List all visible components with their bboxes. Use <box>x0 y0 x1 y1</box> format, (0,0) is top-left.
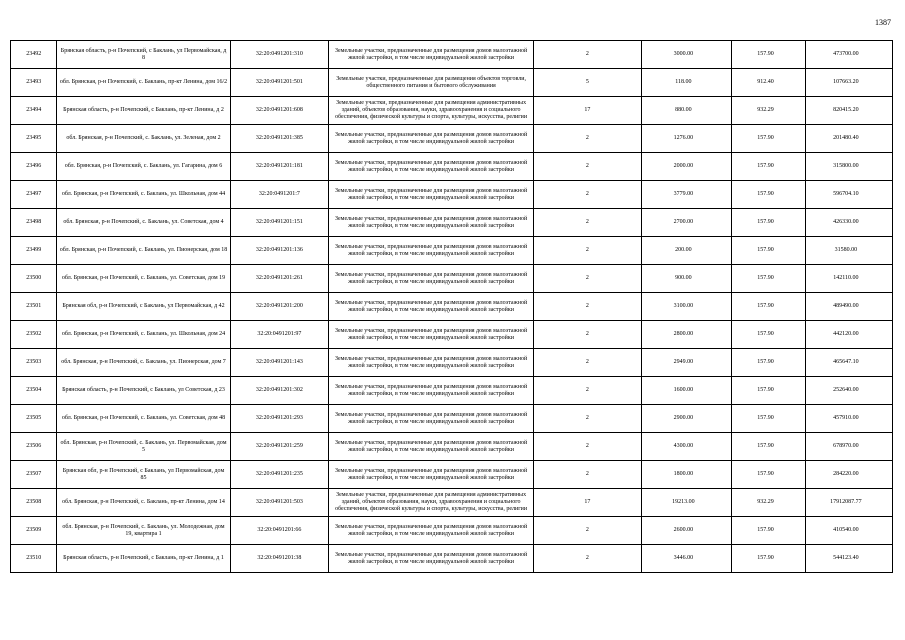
rate-cell <box>732 489 806 517</box>
group-cell: 2 <box>534 153 642 181</box>
row-number: 23492 <box>11 41 57 69</box>
rate-cell <box>732 349 806 377</box>
cadastral-value-cell-text: 457910.00 <box>833 415 859 421</box>
address-cell: обл. Брянская, р-н Почепский, с. Баклань, пр-кт Ленина, дом 14 <box>57 489 230 517</box>
group-cell: 5 <box>534 69 642 97</box>
cadastral-value-cell-text: 410540.00 <box>833 527 859 533</box>
land-use-cell: Земельные участки, предназначенные для размещения домов малоэтажной жилой застройки, в том числе индивидуальной жилой застройки <box>329 405 534 433</box>
address-cell: обл. Брянская, р-н Почепский, с. Баклань, ул. Школьная, дом 24 <box>57 321 230 349</box>
group-cell: 2 <box>534 405 642 433</box>
area-cell-text: 3100.00 <box>673 303 694 309</box>
table-row <box>11 517 893 545</box>
rate-cell-text: 157.90 <box>757 331 774 337</box>
rate-cell <box>732 41 806 69</box>
area-cell <box>641 377 732 405</box>
row-number: 23496 <box>11 153 57 181</box>
row-number: 23493 <box>11 69 57 97</box>
rate-cell-text: 157.90 <box>757 191 774 197</box>
row-number: 23495 <box>11 125 57 153</box>
rate-cell-text: 157.90 <box>757 135 774 141</box>
table-row <box>11 41 893 69</box>
rate-cell <box>732 237 806 265</box>
cadastral-value-cell <box>805 461 892 489</box>
area-cell-text: 3779.00 <box>673 191 694 197</box>
cadastral-value-cell-text: 201480.40 <box>833 135 859 141</box>
cadastral-number-cell: 32:20:0491201:151 <box>230 209 329 237</box>
cadastral-value-cell <box>805 517 892 545</box>
land-use-cell: Земельные участки, предназначенные для размещения домов малоэтажной жилой застройки, в том числе индивидуальной жилой застройки <box>329 545 534 573</box>
table-row <box>11 433 893 461</box>
area-cell <box>641 405 732 433</box>
row-number: 23503 <box>11 349 57 377</box>
cadastral-value-cell <box>805 489 892 517</box>
area-cell <box>641 321 732 349</box>
cadastral-number-cell: 32:20:0491201:261 <box>230 265 329 293</box>
cadastral-number-cell: 32:20:0491201:501 <box>230 69 329 97</box>
rate-cell-text: 157.90 <box>757 163 774 169</box>
land-use-cell: Земельные участки, предназначенные для размещения домов малоэтажной жилой застройки, в том числе индивидуальной жилой застройки <box>329 41 534 69</box>
table-body <box>11 41 893 573</box>
table-row <box>11 461 893 489</box>
area-cell-text: 2949.00 <box>673 359 694 365</box>
land-use-cell: Земельные участки, предназначенные для размещения домов малоэтажной жилой застройки, в том числе индивидуальной жилой застройки <box>329 209 534 237</box>
cadastral-value-cell <box>805 209 892 237</box>
rate-cell-text: 157.90 <box>757 415 774 421</box>
rate-cell <box>732 209 806 237</box>
row-number: 23501 <box>11 293 57 321</box>
land-use-cell: Земельные участки, предназначенные для размещения домов малоэтажной жилой застройки, в том числе индивидуальной жилой застройки <box>329 125 534 153</box>
area-cell-text: 1800.00 <box>673 471 694 477</box>
land-use-cell: Земельные участки, предназначенные для размещения домов малоэтажной жилой застройки, в том числе индивидуальной жилой застройки <box>329 153 534 181</box>
address-cell: обл. Брянская, р-н Почепский, с. Баклань, пр-кт Ленина, дом 16/2 <box>57 69 230 97</box>
table-row <box>11 321 893 349</box>
cadastral-value-cell-text: 596704.10 <box>833 191 859 197</box>
area-cell-text: 3000.00 <box>673 51 694 57</box>
cadastral-value-cell <box>805 321 892 349</box>
cadastral-value-cell <box>805 69 892 97</box>
cadastral-value-cell <box>805 405 892 433</box>
table-row <box>11 153 893 181</box>
group-cell: 17 <box>534 97 642 125</box>
address-cell: обл. Брянская, р-н Почепский, с. Баклань, ул. Первомайская, дом 5 <box>57 433 230 461</box>
rate-cell <box>732 97 806 125</box>
cadastral-value-cell <box>805 125 892 153</box>
cadastral-value-cell-text: 442120.00 <box>833 331 859 337</box>
cadastral-value-cell <box>805 237 892 265</box>
area-cell <box>641 545 732 573</box>
row-number: 23509 <box>11 517 57 545</box>
address-cell: обл. Брянская, р-н Почепский, с. Баклань, ул. Советская, дом 48 <box>57 405 230 433</box>
cadastral-value-cell-text: 252640.00 <box>833 387 859 393</box>
address-cell: Брянская область, р-н Почепский, с Баклань, ул Советская, д 23 <box>57 377 230 405</box>
cadastral-value-cell <box>805 545 892 573</box>
table-row <box>11 349 893 377</box>
address-cell: Брянская область, р-н Почепский, с Баклань, пр-кт Ленина, д 2 <box>57 97 230 125</box>
address-cell: обл. Брянская, р-н Почепский, с. Баклань, ул. Школьная, дом 44 <box>57 181 230 209</box>
group-cell: 2 <box>534 265 642 293</box>
cadastral-value-cell-text: 544123.40 <box>833 555 859 561</box>
cadastral-number-cell: 32:20:0491201:503 <box>230 489 329 517</box>
cadastral-value-cell-text: 17912087.77 <box>830 499 862 505</box>
area-cell-text: 118.00 <box>675 79 692 85</box>
address-cell: обл. Брянская, р-н Почепский, с. Баклань, ул. Гагарина, дом 6 <box>57 153 230 181</box>
cadastral-number-cell: 32:20:0491201:293 <box>230 405 329 433</box>
cadastral-number-cell: 32:20:0491201:136 <box>230 237 329 265</box>
area-cell <box>641 433 732 461</box>
area-cell <box>641 265 732 293</box>
table-row <box>11 125 893 153</box>
area-cell-text: 2900.00 <box>673 415 694 421</box>
land-use-cell: Земельные участки, предназначенные для размещения домов малоэтажной жилой застройки, в том числе индивидуальной жилой застройки <box>329 321 534 349</box>
group-cell: 2 <box>534 349 642 377</box>
area-cell <box>641 461 732 489</box>
group-cell: 2 <box>534 433 642 461</box>
row-number: 23502 <box>11 321 57 349</box>
area-cell-text: 200.00 <box>675 247 692 253</box>
table-row <box>11 489 893 517</box>
rate-cell <box>732 181 806 209</box>
table-row <box>11 545 893 573</box>
group-cell: 2 <box>534 517 642 545</box>
rate-cell <box>732 69 806 97</box>
cadastral-number-cell: 32:20:0491201:235 <box>230 461 329 489</box>
cadastral-value-cell-text: 107663.20 <box>833 79 859 85</box>
row-number: 23499 <box>11 237 57 265</box>
rate-cell-text: 157.90 <box>757 443 774 449</box>
rate-cell-text: 157.90 <box>757 555 774 561</box>
cadastral-value-cell-text: 31580.00 <box>834 247 858 253</box>
cadastral-number-cell: 32:20:0491201:66 <box>230 517 329 545</box>
rate-cell <box>732 153 806 181</box>
rate-cell <box>732 461 806 489</box>
area-cell <box>641 209 732 237</box>
area-cell-text: 19213.00 <box>672 499 695 505</box>
land-use-cell: Земельные участки, предназначенные для размещения домов малоэтажной жилой застройки, в том числе индивидуальной жилой застройки <box>329 377 534 405</box>
area-cell <box>641 97 732 125</box>
area-cell <box>641 181 732 209</box>
cadastral-value-cell <box>805 349 892 377</box>
rate-cell <box>732 517 806 545</box>
rate-cell-text: 932.29 <box>757 499 774 505</box>
address-cell: обл. Брянская, р-н Почепский, с. Баклань, ул. Зеленая, дом 2 <box>57 125 230 153</box>
land-use-cell: Земельные участки, предназначенные для размещения объектов торговли, общественного питания и бытового обслуживания <box>329 69 534 97</box>
cadastral-value-cell-text: 284220.00 <box>833 471 859 477</box>
cadastral-number-cell: 32:20:0491201:608 <box>230 97 329 125</box>
rate-cell <box>732 321 806 349</box>
cadastral-value-cell <box>805 97 892 125</box>
cadastral-number-cell: 32:20:0491201:259 <box>230 433 329 461</box>
land-use-cell: Земельные участки, предназначенные для размещения домов малоэтажной жилой застройки, в том числе индивидуальной жилой застройки <box>329 349 534 377</box>
table-row <box>11 97 893 125</box>
cadastral-value-cell-text: 426330.00 <box>833 219 859 225</box>
cadastral-number-cell: 32:20:0491201:302 <box>230 377 329 405</box>
land-use-cell: Земельные участки, предназначенные для размещения домов малоэтажной жилой застройки, в том числе индивидуальной жилой застройки <box>329 293 534 321</box>
group-cell: 17 <box>534 489 642 517</box>
cadastral-number-cell: 32:20:0491201:38 <box>230 545 329 573</box>
group-cell: 2 <box>534 41 642 69</box>
group-cell: 2 <box>534 377 642 405</box>
cadastral-value-cell <box>805 181 892 209</box>
area-cell-text: 2800.00 <box>673 331 694 337</box>
group-cell: 2 <box>534 237 642 265</box>
rate-cell <box>732 433 806 461</box>
rate-cell-text: 157.90 <box>757 247 774 253</box>
area-cell-text: 2000.00 <box>673 163 694 169</box>
address-cell: Брянская область, р-н Почепский, с Баклань, пр-кт Ленина, д 1 <box>57 545 230 573</box>
row-number: 23505 <box>11 405 57 433</box>
cadastral-value-cell-text: 820415.20 <box>833 107 859 113</box>
table-row <box>11 69 893 97</box>
cadastral-value-cell-text: 678970.00 <box>833 443 859 449</box>
address-cell: обл. Брянская, р-н Почепский, с. Баклань, ул. Советская, дом 19 <box>57 265 230 293</box>
cadastral-number-cell: 32:20:0491201:385 <box>230 125 329 153</box>
area-cell <box>641 153 732 181</box>
area-cell-text: 1600.00 <box>673 387 694 393</box>
row-number: 23498 <box>11 209 57 237</box>
row-number: 23497 <box>11 181 57 209</box>
rate-cell-text: 932.29 <box>757 107 774 113</box>
cadastral-number-cell: 32:20:0491201:143 <box>230 349 329 377</box>
table-row <box>11 377 893 405</box>
address-cell: обл. Брянская, р-н Почепский, с. Баклань, ул. Молодежная, дом 19, квартира 1 <box>57 517 230 545</box>
group-cell: 2 <box>534 321 642 349</box>
land-use-cell: Земельные участки, предназначенные для размещения домов малоэтажной жилой застройки, в том числе индивидуальной жилой застройки <box>329 461 534 489</box>
row-number: 23504 <box>11 377 57 405</box>
area-cell <box>641 41 732 69</box>
land-use-cell: Земельные участки, предназначенные для размещения домов малоэтажной жилой застройки, в том числе индивидуальной жилой застройки <box>329 237 534 265</box>
cadastral-value-cell <box>805 433 892 461</box>
rate-cell <box>732 293 806 321</box>
rate-cell <box>732 405 806 433</box>
area-cell <box>641 293 732 321</box>
row-number: 23494 <box>11 97 57 125</box>
area-cell-text: 4300.00 <box>673 443 694 449</box>
area-cell-text: 1276.00 <box>673 135 694 141</box>
area-cell <box>641 517 732 545</box>
land-use-cell: Земельные участки, предназначенные для размещения домов малоэтажной жилой застройки, в том числе индивидуальной жилой застройки <box>329 265 534 293</box>
area-cell <box>641 125 732 153</box>
rate-cell-text: 157.90 <box>757 527 774 533</box>
group-cell: 2 <box>534 181 642 209</box>
cadastral-value-cell <box>805 153 892 181</box>
cadastral-value-cell-text: 489490.00 <box>833 303 859 309</box>
area-cell <box>641 237 732 265</box>
group-cell: 2 <box>534 209 642 237</box>
page-number: 1387 <box>875 18 891 27</box>
cadastral-number-cell: 32:20:0491201:97 <box>230 321 329 349</box>
rate-cell <box>732 377 806 405</box>
address-cell: обл. Брянская, р-н Почепский, с. Баклань, ул. Пионерская, дом 18 <box>57 237 230 265</box>
table-row <box>11 405 893 433</box>
area-cell-text: 880.00 <box>675 107 692 113</box>
land-use-cell: Земельные участки, предназначенные для размещения домов малоэтажной жилой застройки, в том числе индивидуальной жилой застройки <box>329 181 534 209</box>
table-row <box>11 265 893 293</box>
group-cell: 2 <box>534 293 642 321</box>
area-cell <box>641 69 732 97</box>
rate-cell <box>732 265 806 293</box>
cadastral-number-cell: 32:20:0491201:7 <box>230 181 329 209</box>
group-cell: 2 <box>534 461 642 489</box>
address-cell: Брянская обл, р-н Почепский, с Баклань, ул Первомайская, дом 85 <box>57 461 230 489</box>
rate-cell-text: 157.90 <box>757 303 774 309</box>
group-cell: 2 <box>534 545 642 573</box>
rate-cell-text: 157.90 <box>757 387 774 393</box>
group-cell: 2 <box>534 125 642 153</box>
cadastral-number-cell: 32:20:0491201:200 <box>230 293 329 321</box>
cadastral-value-table <box>10 40 893 573</box>
cadastral-value-cell-text: 465647.10 <box>833 359 859 365</box>
rate-cell <box>732 125 806 153</box>
row-number: 23510 <box>11 545 57 573</box>
rate-cell-text: 157.90 <box>757 359 774 365</box>
area-cell-text: 900.00 <box>675 275 692 281</box>
cadastral-value-cell <box>805 41 892 69</box>
address-cell: Брянская область, р-н Почепский, с Баклань, ул Первомайская, д 8 <box>57 41 230 69</box>
rate-cell-text: 912.40 <box>757 79 774 85</box>
rate-cell-text: 157.90 <box>757 51 774 57</box>
cadastral-value-cell-text: 315800.00 <box>833 163 859 169</box>
rate-cell-text: 157.90 <box>757 471 774 477</box>
row-number: 23506 <box>11 433 57 461</box>
address-cell: Брянская обл, р-н Почепский, с Баклань, ул Первомайская, д 42 <box>57 293 230 321</box>
area-cell-text: 2600.00 <box>673 527 694 533</box>
cadastral-value-cell-text: 473700.00 <box>833 51 859 57</box>
table-row <box>11 209 893 237</box>
address-cell: обл. Брянская, р-н Почепский, с. Баклань, ул. Пионерская, дом 7 <box>57 349 230 377</box>
cadastral-number-cell: 32:20:0491201:310 <box>230 41 329 69</box>
rate-cell <box>732 545 806 573</box>
row-number: 23500 <box>11 265 57 293</box>
row-number: 23507 <box>11 461 57 489</box>
cadastral-value-cell <box>805 377 892 405</box>
area-cell <box>641 489 732 517</box>
table-row <box>11 293 893 321</box>
cadastral-value-cell-text: 142110.00 <box>833 275 859 281</box>
cadastral-value-cell <box>805 265 892 293</box>
area-cell-text: 2700.00 <box>673 219 694 225</box>
land-use-cell: Земельные участки, предназначенные для размещения домов малоэтажной жилой застройки, в том числе индивидуальной жилой застройки <box>329 517 534 545</box>
table-row <box>11 237 893 265</box>
address-cell: обл. Брянская, р-н Почепский, с. Баклань, ул. Советская, дом 4 <box>57 209 230 237</box>
cadastral-value-cell <box>805 293 892 321</box>
rate-cell-text: 157.90 <box>757 275 774 281</box>
rate-cell-text: 157.90 <box>757 219 774 225</box>
land-use-cell: Земельные участки, предназначенные для размещения домов малоэтажной жилой застройки, в том числе индивидуальной жилой застройки <box>329 433 534 461</box>
land-use-cell: Земельные участки, предназначенные для размещения административных зданий, объектов образования, науки, здравоохранения и социального обеспечения, физической культуры и спорта, культуры, искусства, религии <box>329 97 534 125</box>
cadastral-number-cell: 32:20:0491201:181 <box>230 153 329 181</box>
row-number: 23508 <box>11 489 57 517</box>
table-row <box>11 181 893 209</box>
land-use-cell: Земельные участки, предназначенные для размещения административных зданий, объектов образования, науки, здравоохранения и социального обеспечения, физической культуры и спорта, культуры, искусства, религии <box>329 489 534 517</box>
area-cell-text: 3446.00 <box>673 555 694 561</box>
area-cell <box>641 349 732 377</box>
